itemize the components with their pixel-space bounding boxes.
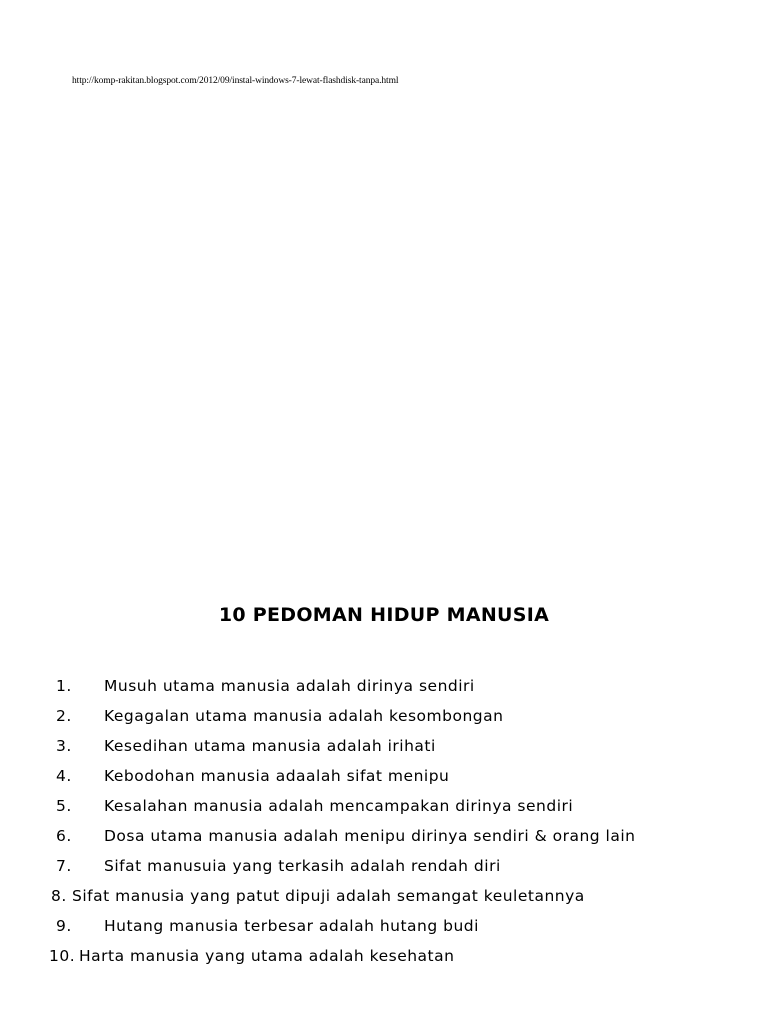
list-item-text: Sifat manusia yang patut dipuji adalah semangat keuletannya	[72, 887, 585, 905]
list-item-text: Dosa utama manusia adalah menipu dirinya sendiri & orang lain	[104, 827, 636, 845]
list-item-number: 9.	[56, 917, 72, 935]
list-item	[0, 763, 768, 793]
list-item-text: Kegagalan utama manusia adalah kesombongan	[104, 707, 504, 725]
list-item-number: 6.	[56, 827, 72, 845]
list-item	[0, 913, 768, 943]
list-item-number: 2.	[56, 707, 72, 725]
list-item-number: 5.	[56, 797, 72, 815]
list-item	[0, 853, 768, 883]
list-item	[0, 673, 768, 703]
list-item-text: Kebodohan manusia adaalah sifat menipu	[104, 767, 450, 785]
source-url: http://komp-rakitan.blogspot.com/2012/09/instal-windows-7-lewat-flashdisk-tanpa.html	[72, 76, 399, 86]
guideline-list	[0, 673, 768, 973]
list-item-number: 10.	[49, 947, 76, 965]
list-item-number: 1.	[56, 677, 72, 695]
list-item-number: 4.	[56, 767, 72, 785]
page-title: 10 PEDOMAN HIDUP MANUSIA	[218, 604, 550, 626]
list-item	[0, 943, 768, 973]
list-item	[0, 883, 768, 913]
list-item-text: Hutang manusia terbesar adalah hutang budi	[104, 917, 479, 935]
list-item-text: Musuh utama manusia adalah dirinya sendiri	[104, 677, 475, 695]
list-item-text: Kesedihan utama manusia adalah irihati	[104, 737, 436, 755]
list-item-text: Kesalahan manusia adalah mencampakan dirinya sendiri	[104, 797, 574, 815]
list-item-number: 7.	[56, 857, 72, 875]
list-item-number: 8.	[51, 887, 67, 905]
list-item-text: Harta manusia yang utama adalah kesehatan	[79, 947, 455, 965]
list-item	[0, 733, 768, 763]
list-item	[0, 823, 768, 853]
list-item	[0, 703, 768, 733]
list-item-text: Sifat manusuia yang terkasih adalah rendah diri	[104, 857, 501, 875]
list-item	[0, 793, 768, 823]
list-item-number: 3.	[56, 737, 72, 755]
